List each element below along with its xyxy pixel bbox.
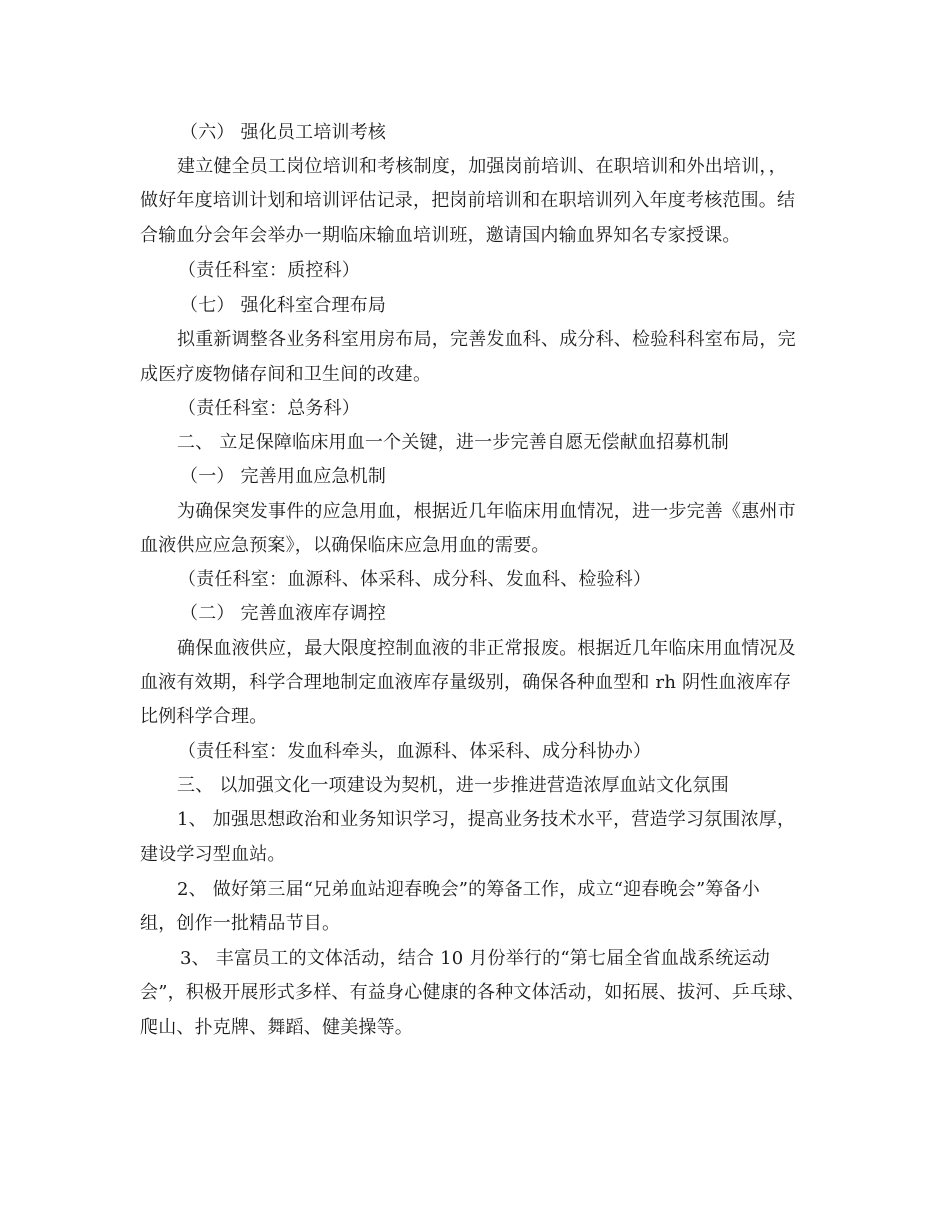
responsibility-line: （责任科室：质控科）	[178, 260, 360, 281]
paragraph-line: 建立健全员工岗位培训和考核制度，加强岗前培训、在职培训和外出培训，，	[177, 156, 787, 177]
responsibility-line: （责任科室：总务科）	[178, 398, 360, 419]
list-item-line: 组，创作一批精品节目。	[140, 913, 341, 934]
paragraph-line: 血液有效期，科学合理地制定血液库存量级别，确保各种血型和 rh 阴性血液库存	[140, 672, 792, 693]
paragraph-line: 比例科学合理。	[140, 706, 268, 727]
list-item-line: 3、 丰富员工的文体活动，结合 10 月份举行的“第七届全省血战系统运动	[180, 948, 770, 969]
list-item-line: 2、 做好第三届“兄弟血站迎春晚会”的筹备工作，成立“迎春晚会”筹备小	[177, 879, 760, 900]
responsibility-line: （责任科室：血源科、体采科、成分科、发血科、检验科）	[178, 569, 652, 590]
list-item-line: 爬山、扑克牌、舞蹈、健美操等。	[140, 1017, 413, 1038]
paragraph-line: 为确保突发事件的应急用血，根据近几年临床用血情况，进一步完善《惠州市	[177, 501, 796, 522]
paragraph-line: 成医疗废物储存间和卫生间的改建。	[140, 364, 432, 385]
heading-six: （六） 强化员工培训考核	[180, 122, 387, 143]
paragraph-line: 拟重新调整各业务科室用房布局，完善发血科、成分科、检验科科室布局，完	[177, 329, 796, 350]
heading-two: （二） 完善血液库存调控	[180, 603, 387, 624]
paragraph-line: 血液供应应急预案》，以确保临床应急用血的需要。	[140, 535, 550, 556]
heading-one: （一） 完善用血应急机制	[180, 466, 387, 487]
section-heading-three: 三、 以加强文化一项建设为契机，进一步推进营造浓厚血站文化氛围	[177, 775, 729, 796]
list-item-line: 1、 加强思想政治和业务知识学习，提高业务技术水平，营造学习氛围浓厚，	[177, 809, 796, 830]
heading-seven: （七） 强化科室合理布局	[180, 295, 387, 316]
responsibility-line: （责任科室：发血科牵头，血源科、体采科、成分科协办）	[178, 741, 652, 762]
paragraph-line: 合输血分会年会举办一期临床输血培训班，邀请国内输血界知名专家授课。	[140, 225, 741, 246]
paragraph-line: 确保血液供应，最大限度控制血液的非正常报废。根据近几年临床用血情况及	[177, 638, 796, 659]
section-heading-two: 二、 立足保障临床用血一个关键，进一步完善自愿无偿献血招募机制	[177, 432, 729, 453]
list-item-line: 建设学习型血站。	[140, 844, 286, 865]
list-item-line: 会”，积极开展形式多样、有益身心健康的各种文体活动，如拓展、拔河、乒乓球、	[140, 982, 805, 1003]
paragraph-line: 做好年度培训计划和培训评估记录，把岗前培训和在职培训列入年度考核范围。结	[140, 190, 796, 211]
